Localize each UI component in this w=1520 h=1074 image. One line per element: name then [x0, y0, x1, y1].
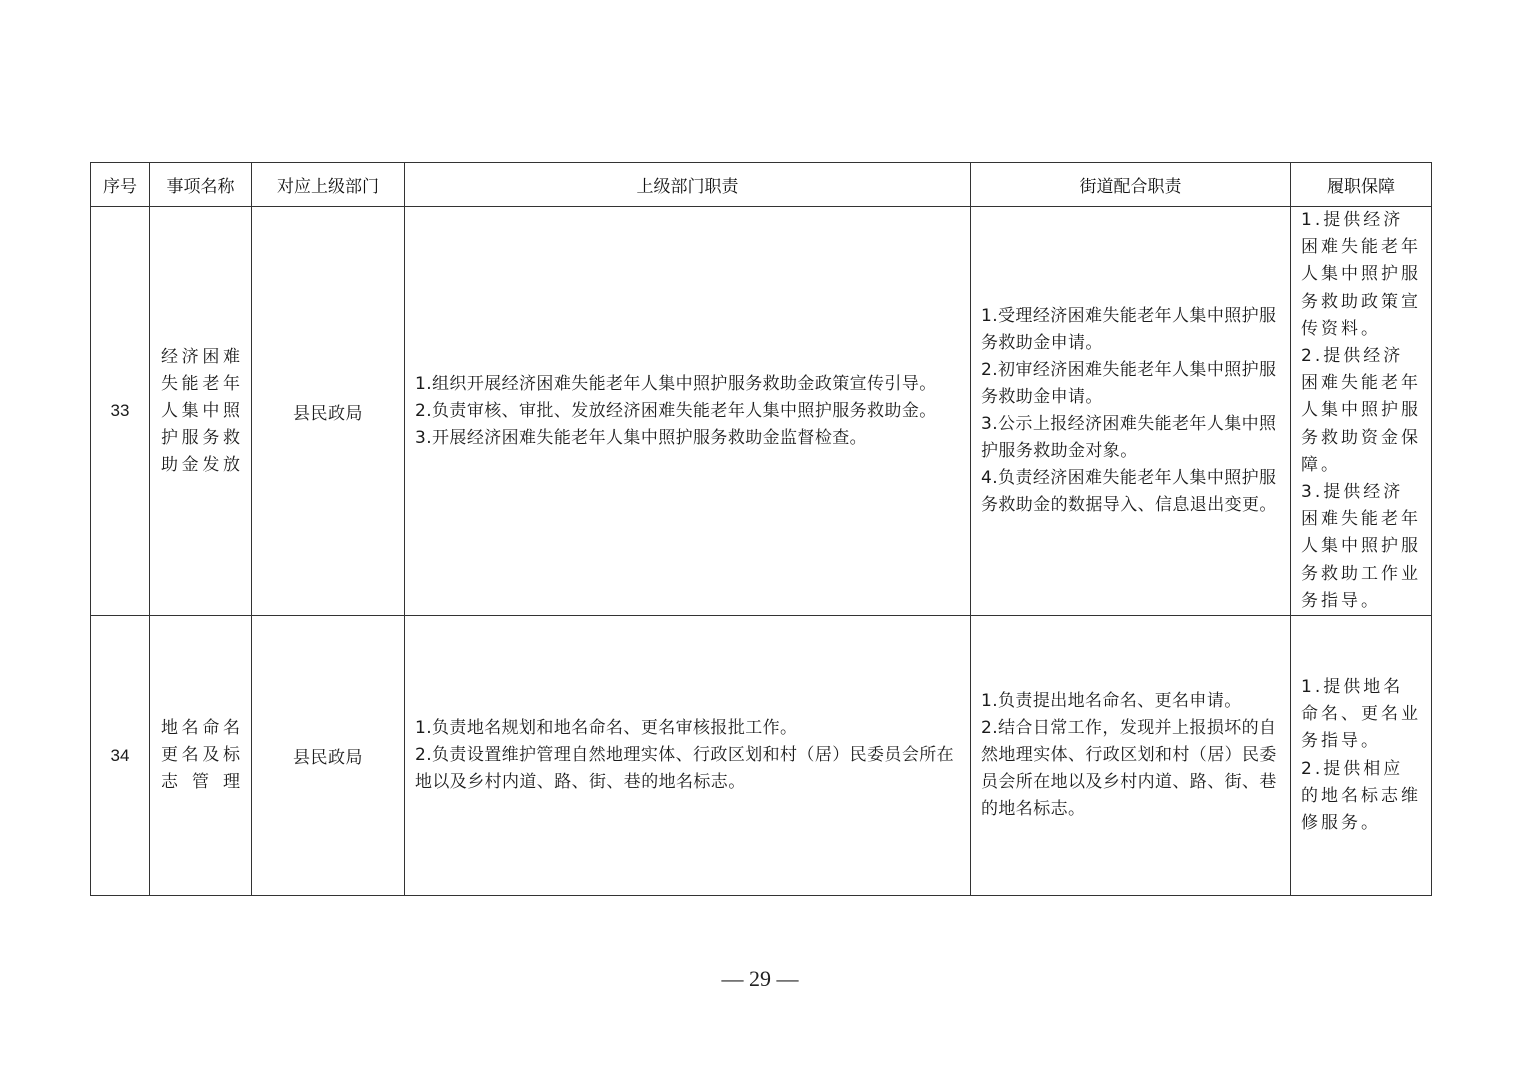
page-number: — 29 —	[721, 966, 799, 991]
guarantee-line: 3.提供经济困难失能老年人集中照护服务救助工作业务指导。	[1301, 482, 1421, 611]
row-index: 33	[91, 207, 150, 616]
header-index: 序号	[91, 163, 150, 207]
row-street-duties	[971, 616, 1291, 896]
table-row	[91, 616, 1432, 896]
row-guarantee	[1291, 207, 1432, 616]
header-guarantee: 履职保障	[1291, 163, 1432, 207]
header-upper-duties: 上级部门职责	[405, 163, 971, 207]
duty-line: 3.开展经济困难失能老年人集中照护服务救助金监督检查。	[415, 427, 868, 448]
guarantee-line: 2.提供相应的地名标志维修服务。	[1301, 758, 1421, 833]
duty-line: 2.负责审核、审批、发放经济困难失能老年人集中照护服务救助金。	[415, 400, 937, 421]
header-department: 对应上级部门	[252, 163, 405, 207]
row-item-name: 地名命名更名及标志管理	[150, 616, 252, 896]
duties-table	[90, 162, 1432, 896]
row-upper-duties	[405, 207, 971, 616]
row-department: 县民政局	[252, 207, 405, 616]
header-row	[91, 163, 1432, 207]
guarantee-line: 2.提供经济困难失能老年人集中照护服务救助资金保障。	[1301, 346, 1421, 475]
duty-line: 1.受理经济困难失能老年人集中照护服务救助金申请。	[981, 306, 1277, 354]
duty-line: 2.负责设置维护管理自然地理实体、行政区划和村（居）民委员会所在地以及乡村内道、路、街、巷的地名标志。	[415, 745, 955, 793]
guarantee-line: 1.提供地名命名、更名业务指导。	[1301, 676, 1421, 752]
row-item-name: 经济困难失能老年人集中照护服务救助金发放	[150, 207, 252, 616]
row-department: 县民政局	[252, 616, 405, 896]
duty-line: 3.公示上报经济困难失能老年人集中照护服务救助金对象。	[981, 414, 1277, 462]
duty-line: 1.组织开展经济困难失能老年人集中照护服务救助金政策宣传引导。	[415, 373, 937, 394]
row-upper-duties	[405, 616, 971, 896]
row-guarantee	[1291, 616, 1432, 896]
duty-line: 2.结合日常工作，发现并上报损坏的自然地理实体、行政区划和村（居）民委员会所在地以及乡村内道、路、街、巷的地名标志。	[981, 718, 1277, 820]
duty-line: 2.初审经济困难失能老年人集中照护服务救助金申请。	[981, 360, 1277, 408]
header-street-duties: 街道配合职责	[971, 163, 1291, 207]
header-item-name: 事项名称	[150, 163, 252, 207]
duty-line: 1.负责提出地名命名、更名申请。	[981, 691, 1242, 712]
duty-line: 4.负责经济困难失能老年人集中照护服务救助金的数据导入、信息退出变更。	[981, 468, 1277, 516]
table-row	[91, 207, 1432, 616]
row-index: 34	[91, 616, 150, 896]
row-street-duties	[971, 207, 1291, 616]
guarantee-line: 1.提供经济困难失能老年人集中照护服务救助政策宣传资料。	[1301, 210, 1421, 339]
duty-line: 1.负责地名规划和地名命名、更名审核报批工作。	[415, 718, 798, 739]
